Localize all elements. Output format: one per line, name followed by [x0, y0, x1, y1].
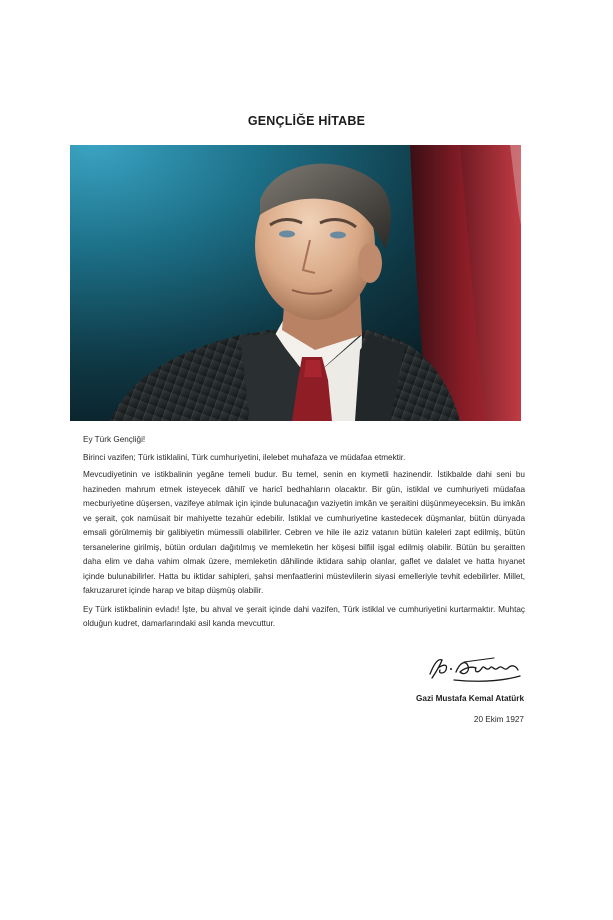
paragraph-2: Mevcudiyetinin ve istikbalinin yegâne temeli budur. Bu temel, senin en kıymetli hazinendir. İstikbalde dahi seni bu hazineden mahrum etmek isteyecek dâhilî ve haricî bedhahların olacaktır. Bir gün, istiklal ve cumhuriyeti müdafaa mecburiyetine düşersen, vazifeye atılmak için içinde bulunacağın vaziyetin imkân ve şeraitini düşünmeyeceksin. Bu imkân ve şerait, çok namüsait bir mahiyette tezahür edebilir. İstiklal ve cumhuriyetine kastedecek düşmanlar, bütün dünyada emsali görülmemiş bir galibiyetin mümessili olabilirler. Cebren ve hile ile aziz vatanın bütün kaleleri zapt edilmiş, bütün tersanelerine girilmiş, bütün orduları dağıtılmış ve memleketin her köşesi bilfiil işgal edilmiş olabilir. Bütün bu şeraitten daha elim ve daha vahim olmak üzere, memleketin dâhilinde iktidara sahip olanlar, gaflet ve dalalet ve hatta hıyanet içinde bulunabilirler. Hatta bu iktidar sahipleri, şahsi menfaatlerini müstevlilerin siyasi emelleriyle tevhit edebilirler. Millet, fakruzaruret içinde harap ve bitap düşmüş olabilir.: [83, 470, 525, 595]
paragraph-1: Birinci vazifen; Türk istiklalini, Türk cumhuriyetini, ilelebet muhafaza ve müdafaa etmektir.: [83, 452, 406, 462]
portrait-photo: [70, 145, 521, 421]
speech-date: 20 Ekim 1927: [473, 715, 524, 724]
page-title: GENÇLİĞE HİTABE: [247, 114, 366, 128]
paragraph-3: Ey Türk istikbalinin evladı! İşte, bu ahval ve şerait içinde dahi vazifen, Türk istiklal ve cumhuriyetini kurtarmaktır. Muhtaç olduğun kudret, damarlarındaki asil kanda mevcuttur.: [83, 604, 525, 628]
author-name: Gazi Mustafa Kemal Atatürk: [416, 694, 524, 703]
handwritten-signature: [424, 652, 524, 686]
salutation: Ey Türk Gençliği!: [83, 435, 146, 444]
speech-text: [83, 433, 525, 636]
